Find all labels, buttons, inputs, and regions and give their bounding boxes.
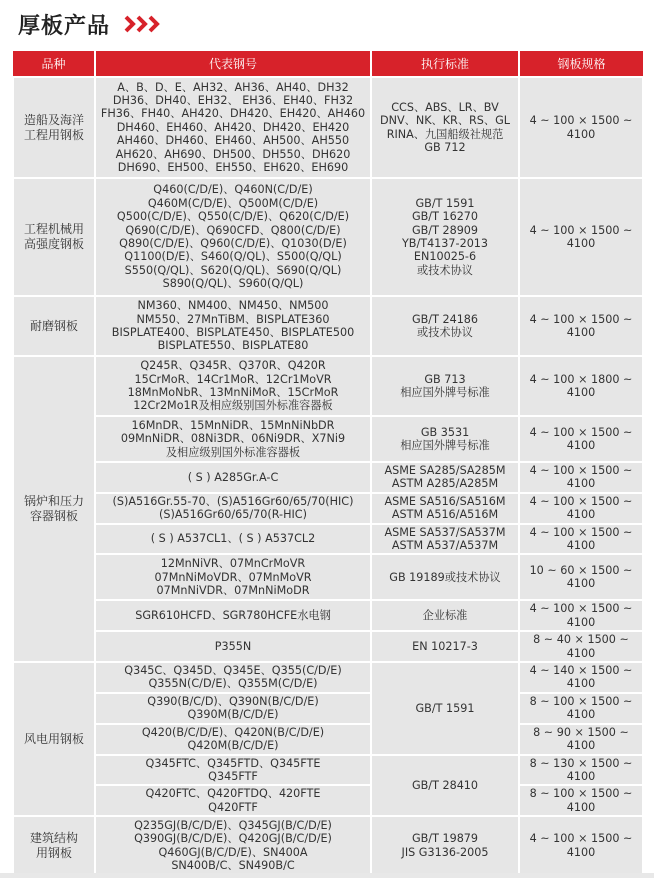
spec-cell: 4 ~ 100 × 1500 ~ 4100 (519, 77, 643, 178)
standard-cell (371, 816, 519, 875)
grades-cell-line: Q420M(B/C/D/E) (187, 739, 279, 753)
standard-cell (371, 416, 519, 462)
category-cell-line: 工程机械用 (23, 222, 84, 236)
grades-cell-line: Q235GJ(B/C/D/E)、Q345GJ(B/C/D/E) (134, 818, 332, 832)
grades-cell-line: 07MnNiMoVDR、07MnMoVR (154, 570, 312, 584)
spec-cell: 10 ~ 60 × 1500 ~ 4100 (519, 554, 643, 600)
category-cell-line: 耐磨钢板 (29, 318, 78, 333)
category-cell (13, 816, 95, 875)
grades-cell (95, 785, 371, 816)
spec-cell: 4 ~ 100 × 1500 ~ 4100 (519, 493, 643, 524)
grades-cell-line: Q460M(C/D/E)、Q500M(C/D/E) (147, 196, 319, 210)
grades-cell-line: Q460GJ(B/C/D/E)、SN400A (158, 845, 308, 859)
grades-cell (95, 693, 371, 724)
footer-divider (0, 873, 654, 878)
table-row (13, 77, 643, 178)
table-row (13, 816, 643, 875)
grades-cell (95, 724, 371, 755)
standard-cell (371, 178, 519, 296)
grades-cell-line: 12Cr2Mo1R及相应级别国外标准容器板 (133, 399, 333, 413)
spec-cell: 4 ~ 100 × 1500 ~ 4100 (519, 416, 643, 462)
grades-cell (95, 554, 371, 600)
standard-cell (371, 296, 519, 356)
spec-cell: 4 ~ 100 × 1800 ~ 4100 (519, 356, 643, 416)
table-row (13, 724, 643, 755)
standard-cell-line: EN10025-6 (413, 250, 477, 264)
grades-cell-line: 及相应级别国外标准容器板 (165, 445, 301, 459)
standard-cell (371, 755, 519, 817)
grades-cell-line: SN400B/C、SN490B/C (171, 859, 295, 873)
grades-cell (95, 662, 371, 693)
chevron-arrows-icon (124, 15, 164, 33)
table-header-row (13, 51, 643, 77)
category-cell-line: 高强度钢板 (23, 237, 84, 251)
table-row (13, 600, 643, 631)
table-row (13, 755, 643, 786)
page-title: 厚板产品 (18, 13, 111, 39)
standard-cell-line: 或技术协议 (417, 263, 473, 277)
category-cell (13, 296, 95, 356)
category-cell (13, 662, 95, 816)
product-table (12, 51, 644, 876)
standard-cell-line: GB/T 1591 (415, 701, 475, 715)
grades-cell-line: 16MnDR、15MnNiDR、15MnNiNbDR (131, 418, 335, 432)
standard-cell-line: YB/T4137-2013 (401, 237, 489, 250)
grades-cell-line: ( S ) A285Gr.A-C (187, 470, 279, 484)
standard-cell-line: GB 3531 (420, 425, 470, 439)
standard-cell (371, 462, 519, 493)
grades-cell-line: DH690、EH500、EH550、EH620、EH690 (117, 161, 349, 175)
standard-cell (371, 631, 519, 662)
grades-cell-line: Q690(C/D/E)、Q690CFD、Q800(C/D/E) (125, 223, 341, 237)
standard-cell-line: RINA、九国船级社规范 (386, 127, 504, 141)
header-grades: 代表钢号 (95, 51, 371, 77)
grades-cell-line: 12MnNiVR、07MnCrMoVR (160, 557, 306, 571)
table-row (13, 693, 643, 724)
grades-cell-line: Q460(C/D/E)、Q460N(C/D/E) (153, 183, 313, 197)
grades-cell (95, 178, 371, 296)
grades-cell (95, 600, 371, 631)
standard-cell-line: ASME SA537/SA537M (384, 525, 506, 539)
grades-cell-line: AH620、AH690、DH500、DH550、DH620 (115, 147, 351, 161)
grades-cell-line: Q245R、Q345R、Q370R、Q420R (140, 359, 326, 373)
standard-cell (371, 600, 519, 631)
standard-cell-line: GB/T 19879 (411, 832, 479, 846)
standard-cell-line: 相应国外牌号标准 (400, 439, 490, 452)
grades-cell-line: Q390M(B/C/D/E) (187, 708, 279, 722)
standard-cell-line: GB/T 28410 (411, 778, 479, 792)
standard-cell (371, 524, 519, 555)
grades-cell (95, 524, 371, 555)
standard-cell-line: CCS、ABS、LR、BV (391, 100, 499, 114)
table-body (13, 77, 643, 875)
grades-cell (95, 77, 371, 178)
grades-cell (95, 493, 371, 524)
spec-cell: 4 ~ 140 × 1500 ~ 4100 (519, 662, 643, 693)
standard-cell-line: ASME SA516/SA516M (384, 494, 506, 508)
grades-cell-line: Q420FTC、Q420FTDQ、420FTE (145, 787, 321, 801)
grades-cell-line: NM550、27MnTiBM、BISPLATE360 (136, 312, 330, 326)
grades-cell-line: Q500(C/D/E)、Q550(C/D/E)、Q620(C/D/E) (116, 210, 350, 224)
category-cell-line: 建筑结构 (29, 830, 78, 845)
grades-cell-line: DH36、DH40、EH32、 EH36、EH40、FH32 (112, 93, 354, 107)
standard-cell (371, 356, 519, 416)
standard-cell (371, 554, 519, 600)
standard-cell-line: GB 712 (424, 140, 466, 154)
standard-cell-line: ASTM A537/A537M (391, 539, 499, 553)
standard-cell-line: EN 10217-3 (412, 639, 478, 653)
standard-cell-line: ASME SA285/SA285M (384, 464, 506, 477)
grades-cell-line: P355N (214, 639, 252, 653)
grades-cell (95, 755, 371, 786)
grades-cell-line: Q345FTC、Q345FTD、Q345FTE (145, 756, 321, 770)
spec-cell: 4 ~ 100 × 1500 ~ 4100 (519, 816, 643, 875)
standard-cell (371, 662, 519, 754)
grades-cell-line: Q345FTF (208, 769, 258, 783)
table-row (13, 178, 643, 296)
grades-cell (95, 416, 371, 462)
table-row (13, 662, 643, 693)
table-row (13, 524, 643, 555)
grades-cell-line: (S)A516Gr60/65/70(R-HIC) (159, 508, 307, 522)
category-cell-line: 风电用钢板 (23, 731, 84, 746)
grades-cell-line: Q1100(D/E)、S460(Q/QL)、S500(Q/QL) (124, 250, 342, 264)
standard-cell-line: ASTM A285/A285M (391, 477, 499, 491)
table-row (13, 493, 643, 524)
table-row (13, 785, 643, 816)
table-row (13, 554, 643, 600)
grades-cell-line: (S)A516Gr.55-70、(S)A516Gr60/65/70(HIC) (112, 494, 354, 508)
grades-cell-line: 09MnNiDR、08Ni3DR、06Ni9DR、X7Ni9 (120, 432, 346, 446)
standard-cell (371, 493, 519, 524)
standard-cell-line: JIS G3136-2005 (401, 845, 489, 859)
grades-cell-line: DH460、EH460、AH420、DH420、EH420 (116, 120, 350, 134)
grades-cell-line: A、B、D、E、AH32、AH36、AH40、DH32 (117, 80, 349, 94)
grades-cell-line: BISPLATE550、BISPLATE80 (157, 339, 309, 353)
grades-cell (95, 631, 371, 662)
category-cell-line: 工程用钢板 (23, 127, 84, 142)
grades-cell-line: Q420FTF (208, 800, 258, 814)
standard-cell-line: 相应国外牌号标准 (400, 386, 490, 399)
grades-cell-line: Q420(B/C/D/E)、Q420N(B/C/D/E) (141, 725, 325, 739)
spec-cell: 8 ~ 130 × 1500 ~ 4100 (519, 755, 643, 786)
category-cell (13, 178, 95, 296)
spec-cell: 4 ~ 100 × 1500 ~ 4100 (519, 296, 643, 356)
grades-cell-line: BISPLATE400、BISPLATE450、BISPLATE500 (111, 326, 355, 339)
grades-cell (95, 816, 371, 875)
grades-cell (95, 356, 371, 416)
spec-cell: 8 ~ 100 × 1500 ~ 4100 (519, 693, 643, 724)
grades-cell-line: ( S ) A537CL1、( S ) A537CL2 (150, 532, 316, 546)
category-cell-line: 锅炉和压力 (23, 494, 84, 509)
grades-cell (95, 296, 371, 356)
category-cell (13, 77, 95, 178)
grades-cell-line: 07MnNiVDR、07MnNiMoDR (156, 584, 310, 598)
grades-cell-line: Q355N(C/D/E)、Q355M(C/D/E) (148, 677, 318, 691)
grades-cell-line: 18MnMoNbR、13MnNiMoR、15CrMoR (127, 386, 339, 399)
category-cell-line: 用钢板 (35, 845, 72, 860)
standard-cell-line: GB/T 28909 (411, 223, 479, 237)
category-cell-line: 造船及海洋 (23, 112, 84, 127)
header-spec: 钢板规格 (519, 51, 643, 77)
page-header (18, 8, 164, 40)
spec-cell: 8 ~ 40 × 1500 ~ 4100 (519, 631, 643, 662)
standard-cell-line: 或技术协议 (417, 326, 473, 339)
table-row (13, 416, 643, 462)
table-row (13, 296, 643, 356)
standard-cell-line: DNV、NK、KR、RS、GL (380, 114, 510, 128)
grades-cell (95, 462, 371, 493)
category-cell-line: 容器钢板 (29, 509, 78, 524)
standard-cell-line: GB/T 24186 (411, 312, 479, 326)
table-row (13, 631, 643, 662)
spec-cell: 4 ~ 100 × 1500 ~ 4100 (519, 600, 643, 631)
header-category: 品种 (13, 51, 95, 77)
standard-cell (371, 77, 519, 178)
category-cell (13, 356, 95, 662)
grades-cell-line: AH460、DH460、EH460、AH500、AH550 (116, 134, 350, 148)
grades-cell-line: S550(Q/QL)、S620(Q/QL)、S690(Q/QL) (124, 263, 342, 277)
grades-cell-line: Q390(B/C/D)、Q390N(B/C/D/E) (147, 694, 319, 708)
standard-cell-line: 企业标准 (422, 609, 468, 623)
header-standard: 执行标准 (371, 51, 519, 77)
grades-cell-line: FH36、FH40、AH420、DH420、EH420、AH460 (100, 107, 366, 121)
spec-cell: 4 ~ 100 × 1500 ~ 4100 (519, 524, 643, 555)
grades-cell-line: Q390GJ(B/C/D/E)、Q420GJ(B/C/D/E) (134, 832, 332, 846)
grades-cell-line: SGR610HCFD、SGR780HCFE水电钢 (135, 609, 331, 623)
standard-cell-line: GB 713 (424, 372, 466, 386)
table-row (13, 462, 643, 493)
spec-cell: 8 ~ 90 × 1500 ~ 4100 (519, 724, 643, 755)
grades-cell-line: NM360、NM400、NM450、NM500 (137, 299, 329, 313)
grades-cell-line: Q345C、Q345D、Q345E、Q355(C/D/E) (124, 664, 342, 678)
standard-cell-line: ASTM A516/A516M (391, 508, 499, 522)
grades-cell-line: 15CrMoR、14Cr1MoR、12Cr1MoVR (134, 372, 332, 386)
standard-cell-line: GB/T 16270 (411, 210, 479, 224)
standard-cell-line: GB/T 1591 (415, 196, 475, 210)
spec-cell: 4 ~ 100 × 1500 ~ 4100 (519, 178, 643, 296)
standard-cell-line: GB 19189或技术协议 (389, 570, 501, 584)
spec-cell: 4 ~ 100 × 1500 ~ 4100 (519, 462, 643, 493)
grades-cell-line: Q890(C/D/E)、Q960(C/D/E)、Q1030(D/E) (119, 237, 347, 250)
table-row (13, 356, 643, 416)
grades-cell-line: S890(Q/QL)、S960(Q/QL) (162, 277, 304, 291)
spec-cell: 8 ~ 100 × 1500 ~ 4100 (519, 785, 643, 816)
